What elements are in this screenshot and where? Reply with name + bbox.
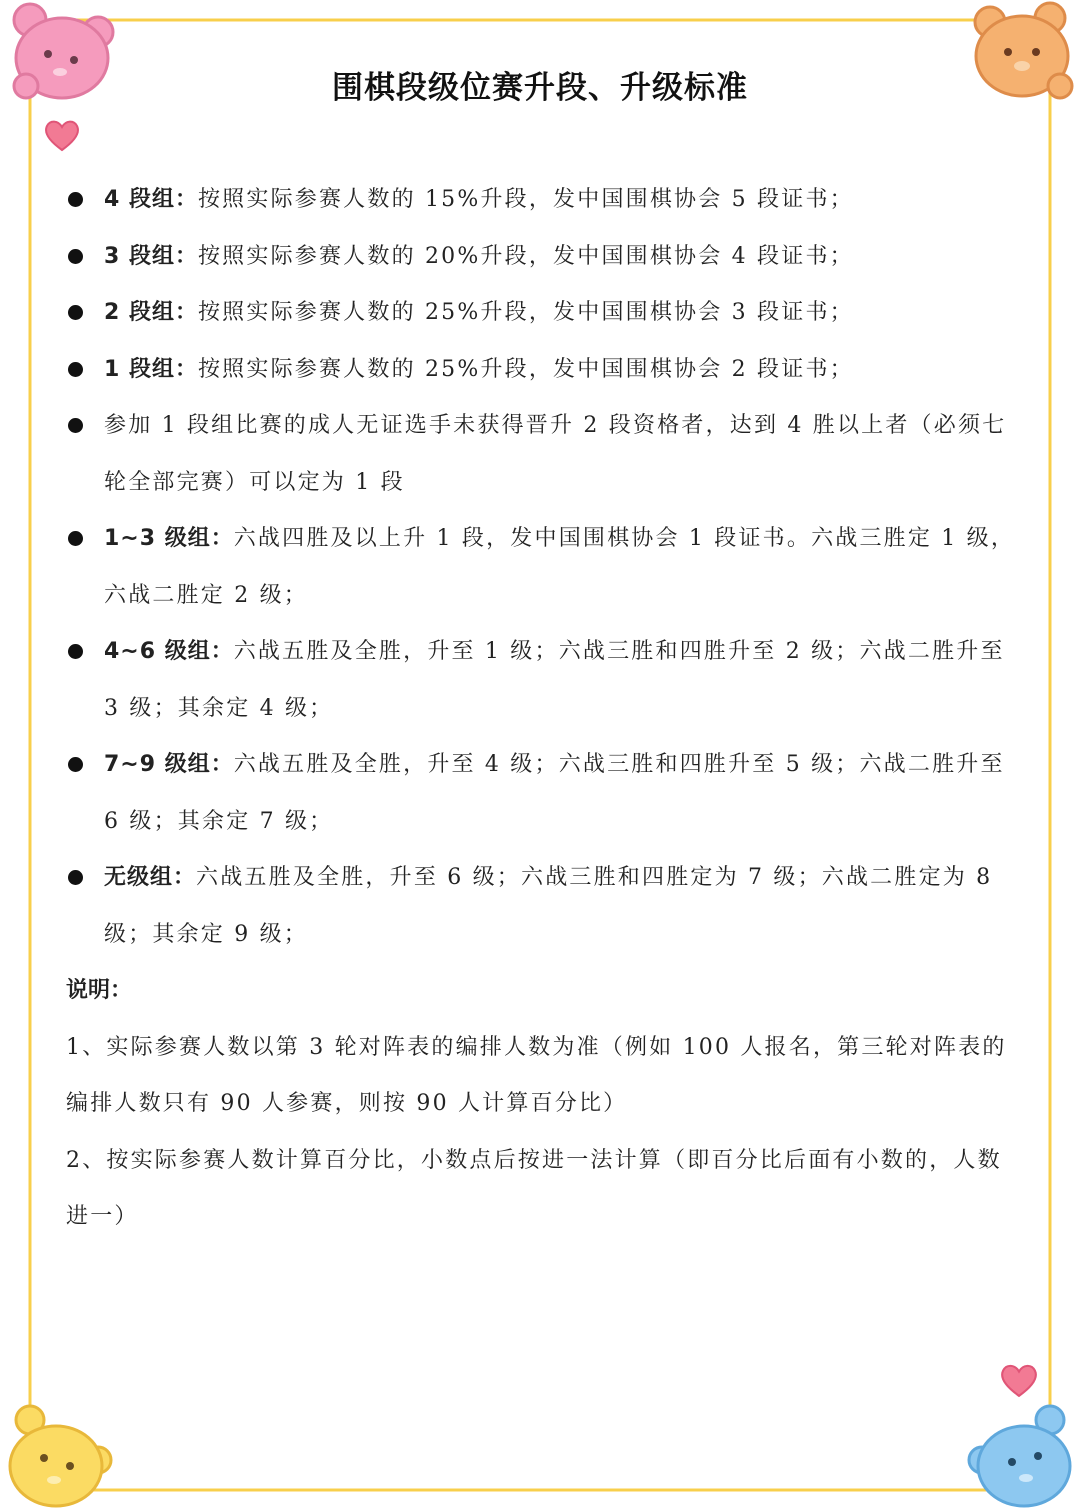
list-item bbox=[66, 229, 1016, 286]
rule-text: 六战四胜及以上升 1 段，发中国围棋协会 1 段证书。六战三胜定 1 级，六战二胜定 2 级； bbox=[104, 526, 1016, 608]
note-paragraph: 2、按实际参赛人数计算百分比，小数点后按进一法计算（即百分比后面有小数的，人数进一） bbox=[66, 1147, 1002, 1229]
group-label: 4 段组： bbox=[104, 187, 198, 212]
main-content bbox=[66, 172, 1016, 1246]
rule-text: 参加 1 段组比赛的成人无证选手未获得晋升 2 段资格者，达到 4 胜以上者（必须七轮全部完赛）可以定为 1 段 bbox=[104, 413, 1007, 495]
rules-list bbox=[66, 172, 1016, 963]
group-label: 4~6 级组： bbox=[104, 639, 234, 664]
yellow-bear-icon bbox=[0, 1400, 118, 1511]
rule-text: 按照实际参赛人数的 20%升段，发中国围棋协会 4 段证书； bbox=[197, 243, 854, 269]
group-label: 7~9 级组： bbox=[104, 752, 234, 777]
group-label: 1 段组： bbox=[104, 356, 198, 382]
list-item bbox=[66, 511, 1016, 624]
list-item bbox=[66, 285, 1016, 342]
bullet-icon bbox=[68, 644, 83, 659]
group-label: 1~3 级组： bbox=[104, 526, 234, 551]
rule-text: 六战五胜及全胜，升至 6 级；六战三胜和四胜定为 7 级；六战二胜定为 8 级；其余定 9 级； bbox=[104, 865, 993, 947]
note-paragraph: 1、实际参赛人数以第 3 轮对阵表的编排人数为准（例如 100 人报名，第三轮对阵表的编排人数只有 90 人参赛，则按 90 人计算百分比） bbox=[66, 1034, 1007, 1116]
rule-text: 六战五胜及全胜，升至 1 级；六战三胜和四胜升至 2 级；六战二胜升至 3 级；其余定 4 级； bbox=[104, 639, 1005, 721]
bullet-icon bbox=[68, 870, 83, 885]
bullet-icon bbox=[68, 305, 83, 320]
group-label: 3 段组： bbox=[104, 243, 198, 269]
list-item bbox=[66, 624, 1016, 737]
group-label: 无级组： bbox=[104, 865, 197, 890]
group-label: 2 段组： bbox=[104, 300, 198, 325]
list-item bbox=[66, 398, 1016, 511]
list-item bbox=[66, 342, 1016, 399]
bullet-icon bbox=[68, 192, 83, 207]
page-title: 围棋段级位赛升段、升级标准 bbox=[332, 70, 748, 106]
heart-icon bbox=[44, 118, 80, 152]
rule-text: 按照实际参赛人数的 15%升段，发中国围棋协会 5 段证书； bbox=[197, 187, 854, 212]
bullet-icon bbox=[68, 418, 83, 433]
list-item bbox=[66, 850, 1016, 963]
blue-bear-icon bbox=[962, 1400, 1080, 1511]
bullet-icon bbox=[68, 249, 83, 264]
rule-text: 按照实际参赛人数的 25%升段，发中国围棋协会 2 段证书； bbox=[197, 356, 854, 382]
bullet-icon bbox=[68, 757, 83, 772]
rule-text: 六战五胜及全胜，升至 4 级；六战三胜和四胜升至 5 级；六战二胜升至 6 级；其余定 7 级； bbox=[104, 752, 1005, 834]
list-item bbox=[66, 737, 1016, 850]
notes-heading: 说明： bbox=[66, 978, 133, 1003]
heart-icon bbox=[1000, 1362, 1038, 1398]
bullet-icon bbox=[68, 362, 83, 377]
list-item bbox=[66, 172, 1016, 229]
bullet-icon bbox=[68, 531, 83, 546]
rule-text: 按照实际参赛人数的 25%升段，发中国围棋协会 3 段证书； bbox=[197, 300, 854, 325]
